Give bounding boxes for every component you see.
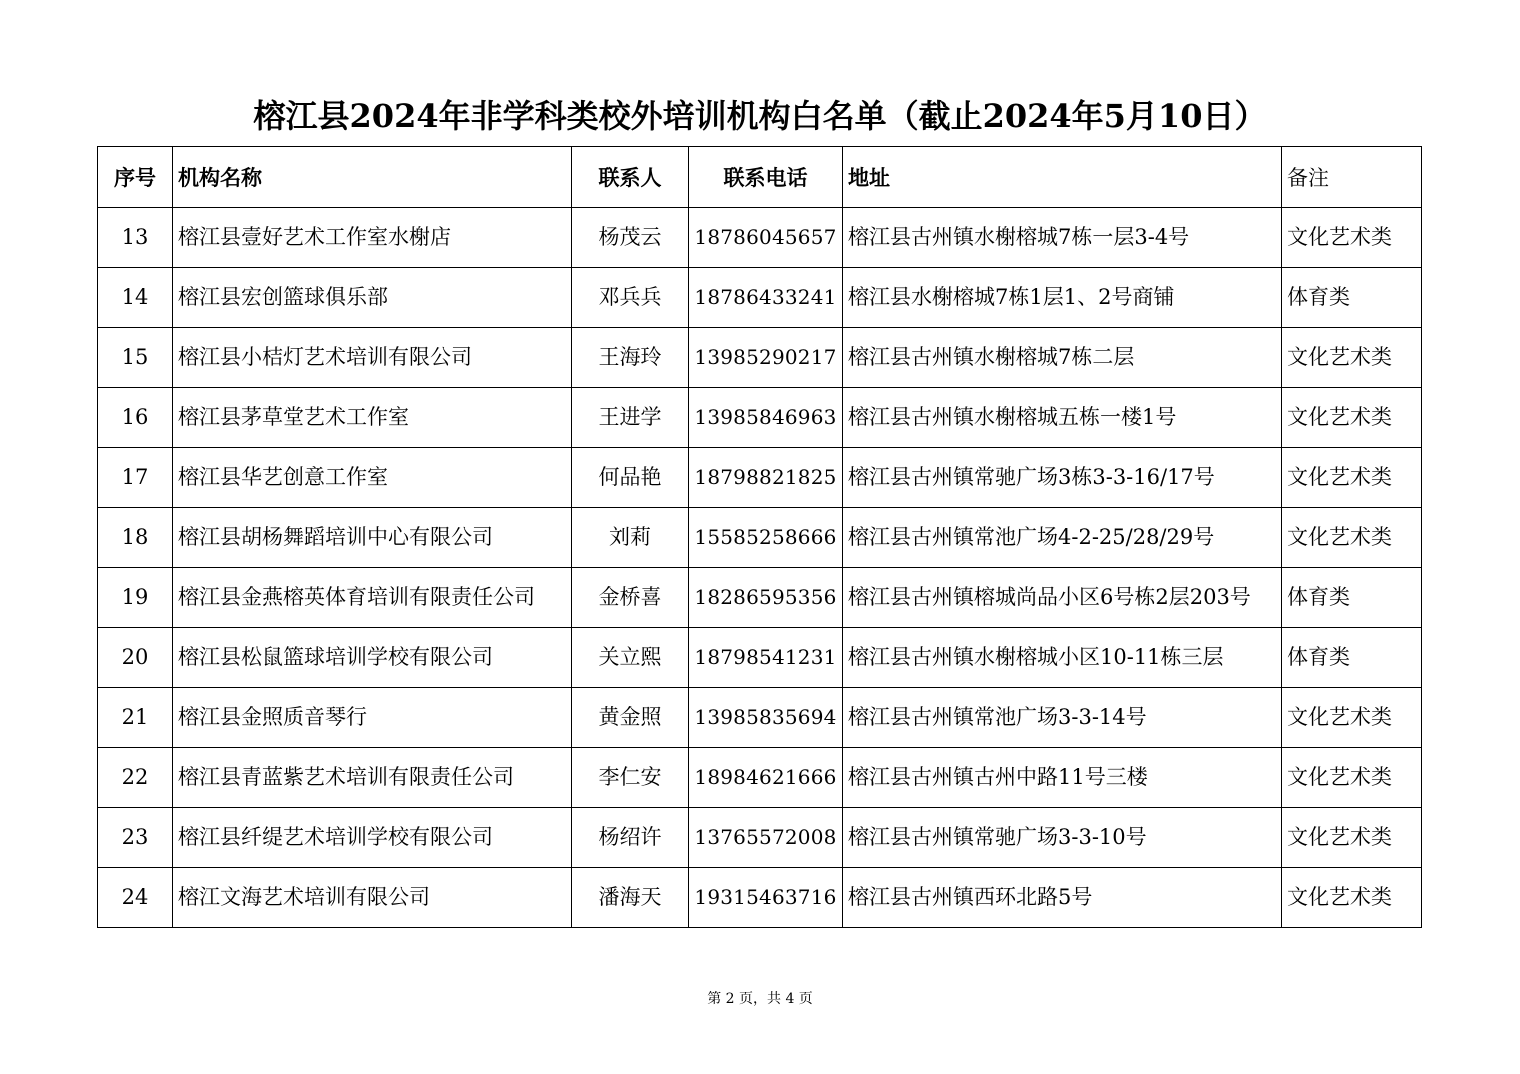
cell-phone: 18984621666 <box>689 748 843 808</box>
cell-phone: 13985290217 <box>689 328 843 388</box>
cell-address: 榕江县古州镇水榭榕城小区10-11栋三层 <box>843 628 1282 688</box>
table-row <box>98 448 1422 508</box>
cell-index: 16 <box>98 388 173 448</box>
cell-address: 榕江县古州镇水榭榕城7栋一层3-4号 <box>843 208 1282 268</box>
cell-index: 15 <box>98 328 173 388</box>
cell-phone: 19315463716 <box>689 868 843 928</box>
cell-name: 榕江县宏创篮球俱乐部 <box>173 268 572 328</box>
cell-note: 文化艺术类 <box>1282 508 1422 568</box>
cell-name: 榕江县金照质音琴行 <box>173 688 572 748</box>
cell-name: 榕江县纤缇艺术培训学校有限公司 <box>173 808 572 868</box>
cell-address: 榕江县古州镇常池广场3-3-14号 <box>843 688 1282 748</box>
cell-note: 文化艺术类 <box>1282 808 1422 868</box>
cell-index: 13 <box>98 208 173 268</box>
cell-address: 榕江县古州镇水榭榕城五栋一楼1号 <box>843 388 1282 448</box>
cell-index: 23 <box>98 808 173 868</box>
cell-index: 22 <box>98 748 173 808</box>
table-row <box>98 208 1422 268</box>
table-row <box>98 388 1422 448</box>
cell-index: 19 <box>98 568 173 628</box>
cell-name: 榕江县青蓝紫艺术培训有限责任公司 <box>173 748 572 808</box>
cell-note: 体育类 <box>1282 628 1422 688</box>
table-row <box>98 268 1422 328</box>
cell-name: 榕江县壹好艺术工作室水榭店 <box>173 208 572 268</box>
header-index: 序号 <box>98 147 173 208</box>
cell-phone: 18286595356 <box>689 568 843 628</box>
cell-phone: 18798821825 <box>689 448 843 508</box>
cell-index: 17 <box>98 448 173 508</box>
cell-index: 24 <box>98 868 173 928</box>
cell-name: 榕江县小桔灯艺术培训有限公司 <box>173 328 572 388</box>
cell-contact: 邓兵兵 <box>572 268 689 328</box>
cell-note: 体育类 <box>1282 268 1422 328</box>
table-row <box>98 688 1422 748</box>
cell-address: 榕江县古州镇古州中路11号三楼 <box>843 748 1282 808</box>
table-row <box>98 568 1422 628</box>
cell-name: 榕江文海艺术培训有限公司 <box>173 868 572 928</box>
table-header-row <box>98 147 1422 208</box>
cell-contact: 杨茂云 <box>572 208 689 268</box>
cell-address: 榕江县古州镇常驰广场3-3-10号 <box>843 808 1282 868</box>
table-body <box>98 208 1422 928</box>
cell-contact: 杨绍许 <box>572 808 689 868</box>
cell-note: 体育类 <box>1282 568 1422 628</box>
cell-name: 榕江县茅草堂艺术工作室 <box>173 388 572 448</box>
page-number-footer: 第 2 页，共 4 页 <box>707 991 813 1007</box>
header-contact: 联系人 <box>572 147 689 208</box>
table-row <box>98 328 1422 388</box>
table-row <box>98 628 1422 688</box>
cell-address: 榕江县古州镇常池广场4-2-25/28/29号 <box>843 508 1282 568</box>
cell-index: 18 <box>98 508 173 568</box>
cell-contact: 王海玲 <box>572 328 689 388</box>
cell-address: 榕江县古州镇常驰广场3栋3-3-16/17号 <box>843 448 1282 508</box>
cell-note: 文化艺术类 <box>1282 328 1422 388</box>
cell-contact: 金桥喜 <box>572 568 689 628</box>
header-address: 地址 <box>843 147 1282 208</box>
cell-contact: 何品艳 <box>572 448 689 508</box>
cell-name: 榕江县金燕榕英体育培训有限责任公司 <box>173 568 572 628</box>
whitelist-table <box>97 146 1422 928</box>
cell-note: 文化艺术类 <box>1282 448 1422 508</box>
cell-note: 文化艺术类 <box>1282 868 1422 928</box>
cell-note: 文化艺术类 <box>1282 688 1422 748</box>
header-phone: 联系电话 <box>689 147 843 208</box>
cell-contact: 李仁安 <box>572 748 689 808</box>
cell-contact: 刘莉 <box>572 508 689 568</box>
cell-index: 20 <box>98 628 173 688</box>
cell-index: 21 <box>98 688 173 748</box>
header-name: 机构名称 <box>173 147 572 208</box>
cell-contact: 王进学 <box>572 388 689 448</box>
table-row <box>98 748 1422 808</box>
cell-address: 榕江县古州镇水榭榕城7栋二层 <box>843 328 1282 388</box>
cell-phone: 15585258666 <box>689 508 843 568</box>
header-note: 备注 <box>1282 147 1422 208</box>
cell-phone: 18798541231 <box>689 628 843 688</box>
cell-name: 榕江县华艺创意工作室 <box>173 448 572 508</box>
table-row <box>98 868 1422 928</box>
table-row <box>98 508 1422 568</box>
cell-phone: 18786045657 <box>689 208 843 268</box>
cell-phone: 13985846963 <box>689 388 843 448</box>
cell-address: 榕江县水榭榕城7栋1层1、2号商铺 <box>843 268 1282 328</box>
cell-note: 文化艺术类 <box>1282 748 1422 808</box>
cell-phone: 13765572008 <box>689 808 843 868</box>
cell-note: 文化艺术类 <box>1282 388 1422 448</box>
cell-contact: 黄金照 <box>572 688 689 748</box>
cell-name: 榕江县松鼠篮球培训学校有限公司 <box>173 628 572 688</box>
cell-contact: 关立熙 <box>572 628 689 688</box>
cell-index: 14 <box>98 268 173 328</box>
cell-name: 榕江县胡杨舞蹈培训中心有限公司 <box>173 508 572 568</box>
cell-address: 榕江县古州镇榕城尚品小区6号栋2层203号 <box>843 568 1282 628</box>
cell-address: 榕江县古州镇西环北路5号 <box>843 868 1282 928</box>
table-row <box>98 808 1422 868</box>
cell-phone: 18786433241 <box>689 268 843 328</box>
cell-phone: 13985835694 <box>689 688 843 748</box>
page-title: 榕江县2024年非学科类校外培训机构白名单（截止2024年5月10日） <box>253 97 1267 135</box>
cell-contact: 潘海天 <box>572 868 689 928</box>
cell-note: 文化艺术类 <box>1282 208 1422 268</box>
